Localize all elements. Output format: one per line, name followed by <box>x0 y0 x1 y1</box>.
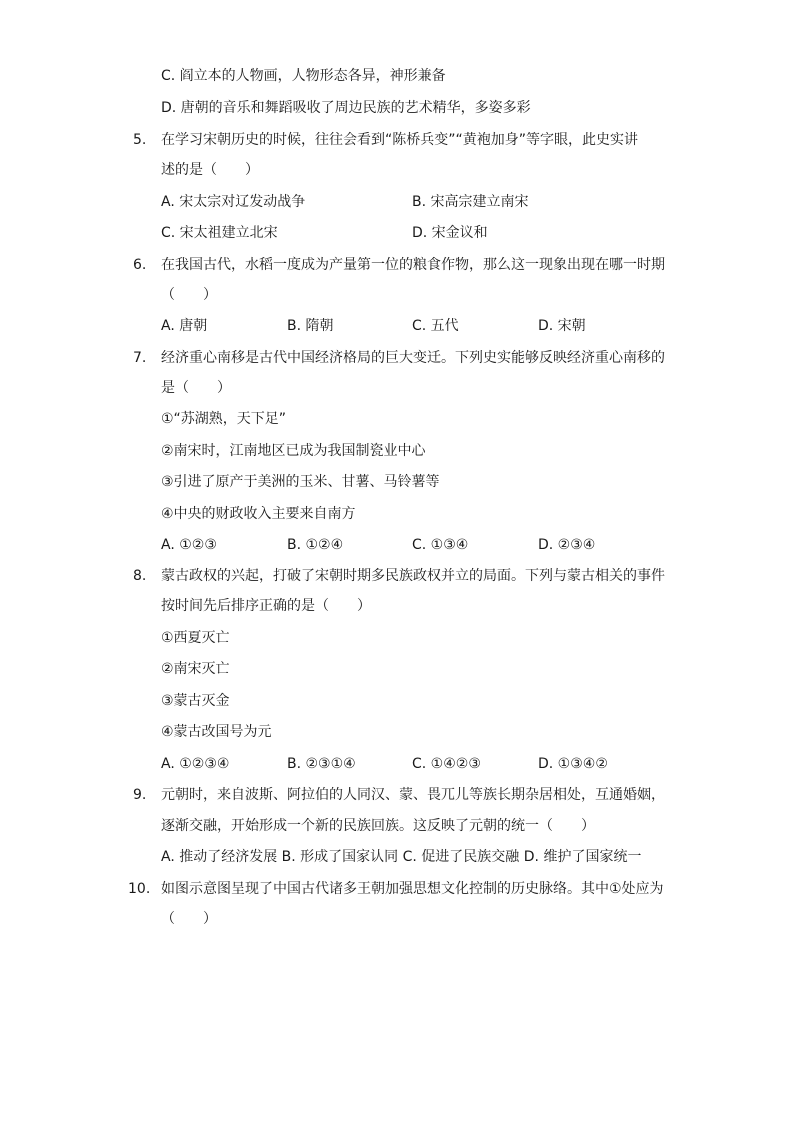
question-6-option-a: A. 唐朝 <box>161 318 208 334</box>
question-5-stem-line2: 述的是（ ） <box>161 162 259 178</box>
question-7-option-c: C. ①③④ <box>412 537 469 553</box>
question-10-number: 10. <box>128 881 151 897</box>
question-7-item-4: ④中央的财政收入主要来自南方 <box>161 506 356 522</box>
question-9-stem-line1: 元朝时，来自波斯、阿拉伯的人同汉、蒙、畏兀儿等族长期杂居相处，互通婚姻， <box>161 787 665 803</box>
question-9-stem-line2: 逐渐交融，开始形成一个新的民族回族。这反映了元朝的统一（ ） <box>161 818 595 834</box>
prev-option-c: C. 阎立本的人物画，人物形态各异，神形兼备 <box>161 68 446 84</box>
question-8-option-b: B. ②③①④ <box>287 756 356 772</box>
question-7-number: 7. <box>133 350 147 366</box>
question-6-stem-line1: 在我国古代，水稻一度成为产量第一位的粮食作物，那么这一现象出现在哪一时期 <box>161 257 665 273</box>
question-8-item-4: ④蒙古改国号为元 <box>161 724 272 740</box>
question-8-stem-line2: 按时间先后排序正确的是（ ） <box>161 598 371 614</box>
question-6-option-d: D. 宋朝 <box>538 318 586 334</box>
prev-option-d: D. 唐朝的音乐和舞蹈吸收了周边民族的艺术精华，多姿多彩 <box>161 100 531 116</box>
question-9-options: A. 推动了经济发展 B. 形成了国家认同 C. 促进了民族交融 D. 维护了国家统一 <box>161 849 642 865</box>
question-7-item-3: ③引进了原产于美洲的玉米、甘薯、马铃薯等 <box>161 474 440 490</box>
question-5-number: 5. <box>133 132 147 148</box>
question-7-item-2: ②南宋时，江南地区已成为我国制瓷业中心 <box>161 443 426 459</box>
question-6-number: 6. <box>133 257 147 273</box>
question-6-option-b: B. 隋朝 <box>287 318 334 334</box>
question-7-option-d: D. ②③④ <box>538 537 596 553</box>
question-5-option-c: C. 宋太祖建立北宋 <box>161 225 278 241</box>
question-8-option-a: A. ①②③④ <box>161 756 230 772</box>
question-7-option-b: B. ①②④ <box>287 537 344 553</box>
question-5-option-a: A. 宋太宗对辽发动战争 <box>161 194 306 210</box>
question-5-option-d: D. 宋金议和 <box>412 225 488 241</box>
question-5-option-b: B. 宋高宗建立南宋 <box>412 194 529 210</box>
question-7-option-a: A. ①②③ <box>161 537 217 553</box>
question-7-item-1: ①“苏湖熟，天下足” <box>161 411 287 427</box>
question-8-item-1: ①西夏灭亡 <box>161 630 230 646</box>
question-6-stem-line2: （ ） <box>161 287 217 303</box>
question-10-stem-line1: 如图示意图呈现了中国古代诸多王朝加强思想文化控制的历史脉络。其中①处应为 <box>161 881 664 897</box>
question-10-stem-line2: （ ） <box>161 911 217 927</box>
question-6-option-c: C. 五代 <box>412 318 459 334</box>
question-7-stem-line1: 经济重心南移是古代中国经济格局的巨大变迁。下列史实能够反映经济重心南移的 <box>161 350 665 366</box>
question-8-option-d: D. ①③④② <box>538 756 608 772</box>
question-8-item-2: ②南宋灭亡 <box>161 661 230 677</box>
question-8-number: 8. <box>133 568 147 584</box>
question-8-option-c: C. ①④②③ <box>412 756 481 772</box>
question-7-stem-line2: 是（ ） <box>161 380 231 396</box>
question-8-stem-line1: 蒙古政权的兴起，打破了宋朝时期多民族政权并立的局面。下列与蒙古相关的事件 <box>161 568 665 584</box>
question-8-item-3: ③蒙古灭金 <box>161 693 230 709</box>
question-5-stem-line1: 在学习宋朝历史的时候，往往会看到“陈桥兵变”“黄袍加身”等字眼，此史实讲 <box>161 132 639 148</box>
question-9-number: 9. <box>133 787 147 803</box>
